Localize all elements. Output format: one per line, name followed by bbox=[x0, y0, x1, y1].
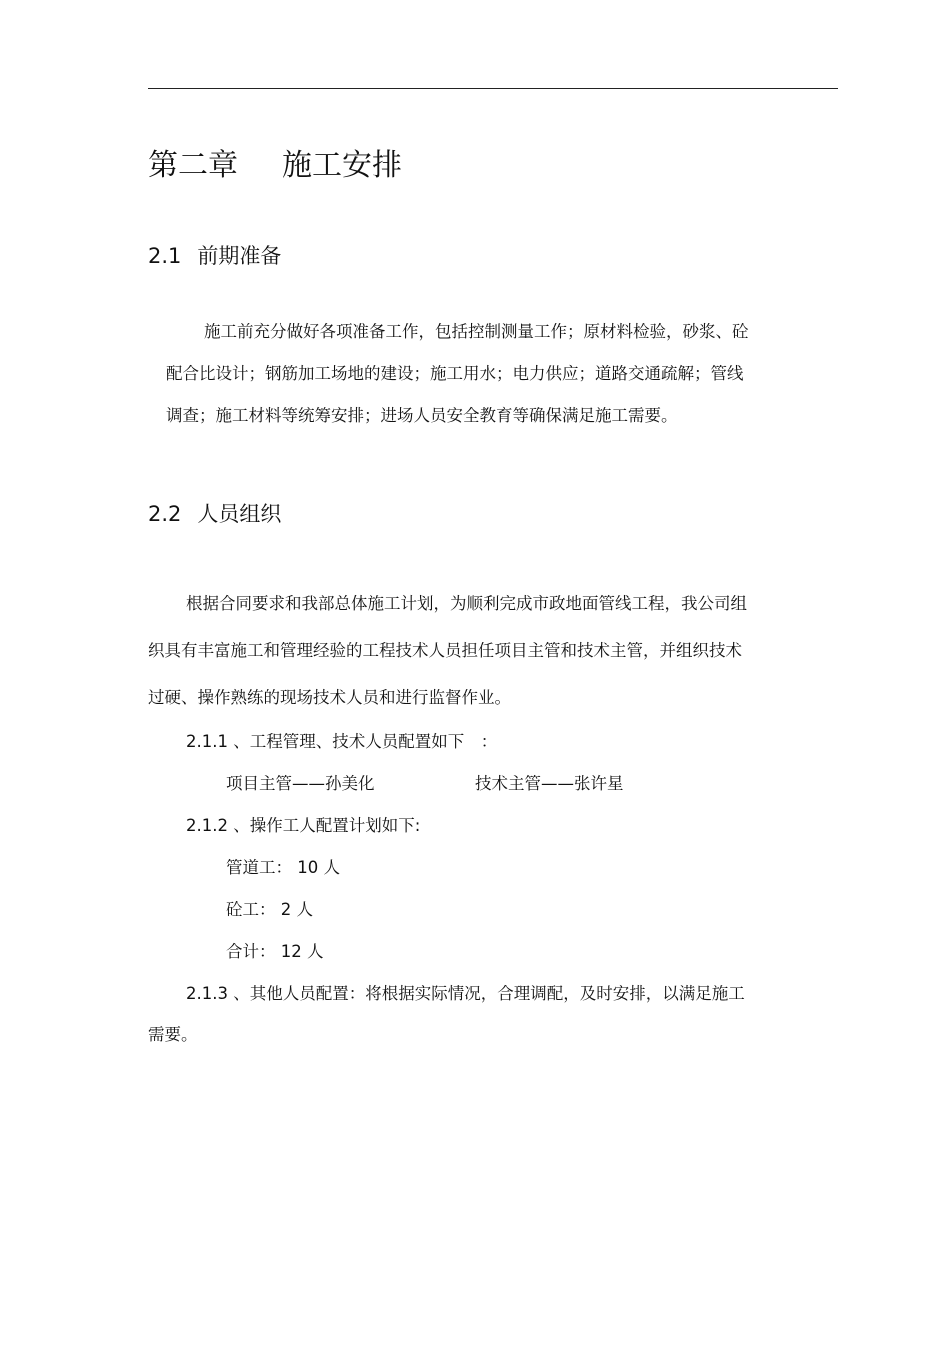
section-number: 2.2 bbox=[148, 502, 182, 526]
section-number: 2.1 bbox=[148, 244, 182, 268]
paragraph-line: 调查；施工材料等统筹安排；进场人员安全教育等确保满足施工需要。 bbox=[166, 406, 678, 425]
section-heading-2-2 bbox=[148, 500, 281, 528]
section-title: 前期准备 bbox=[197, 244, 282, 268]
chapter-number: 第二章 bbox=[148, 148, 238, 183]
subitem-2-1-3-cont: 需要。 bbox=[148, 1025, 198, 1044]
chapter-title: 施工安排 bbox=[282, 148, 402, 183]
project-manager: 项目主管——孙美化 bbox=[226, 774, 375, 793]
section-heading-2-1 bbox=[148, 242, 281, 270]
paragraph-line: 施工前充分做好各项准备工作，包括控制测量工作；原材料检验，砂浆、砼 bbox=[204, 322, 749, 341]
paragraph-line: 根据合同要求和我部总体施工计划，为顺利完成市政地面管线工程，我公司组 bbox=[186, 594, 747, 613]
worker-pipe: 管道工： 10 人 bbox=[226, 858, 340, 877]
subitem-2-1-2: 2.1.2 、操作工人配置计划如下: bbox=[186, 816, 421, 835]
paragraph-line: 配合比设计；钢筋加工场地的建设；施工用水；电力供应；道路交通疏解；管线 bbox=[166, 364, 744, 383]
subitem-2-1-1: 2.1.1 、工程管理、技术人员配置如下 ： bbox=[186, 732, 498, 751]
worker-total: 合计： 12 人 bbox=[226, 942, 324, 961]
subitem-2-1-3: 2.1.3 、其他人员配置：将根据实际情况，合理调配，及时安排，以满足施工 bbox=[186, 984, 745, 1003]
paragraph-line: 织具有丰富施工和管理经验的工程技术人员担任项目主管和技术主管，并组织技术 bbox=[148, 641, 742, 660]
technical-manager: 技术主管——张许星 bbox=[475, 774, 624, 793]
worker-concrete: 砼工： 2 人 bbox=[226, 900, 313, 919]
chapter-heading bbox=[148, 146, 402, 186]
header-rule bbox=[148, 88, 838, 89]
paragraph-line: 过硬、操作熟练的现场技术人员和进行监督作业。 bbox=[148, 688, 511, 707]
section-title: 人员组织 bbox=[197, 502, 282, 526]
